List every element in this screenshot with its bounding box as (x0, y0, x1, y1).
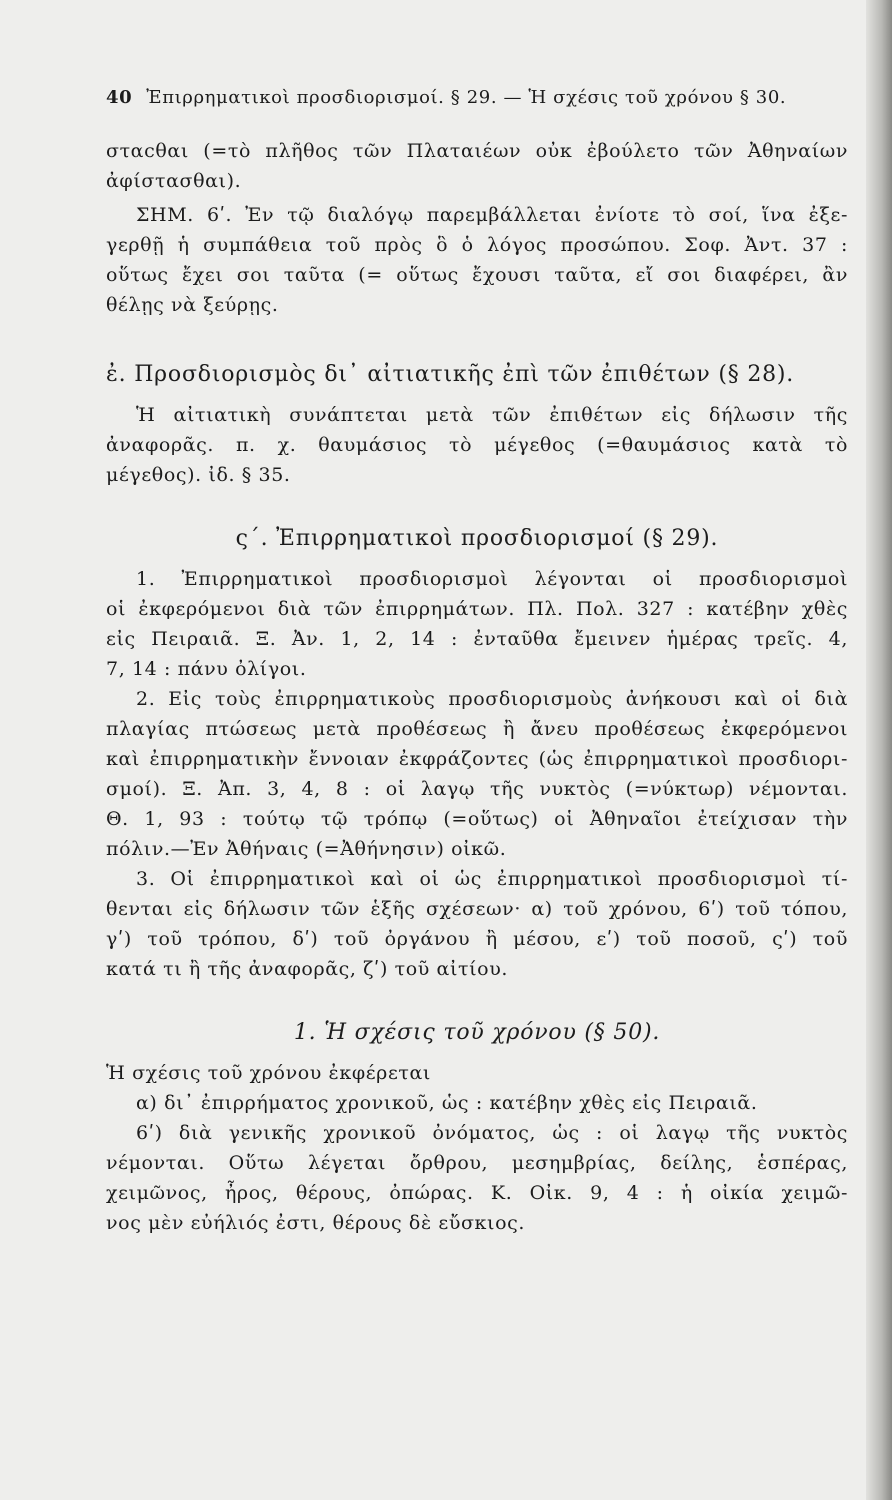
note-line: ΣΗΜ. 6ʹ. Ἐν τῷ διαλόγῳ παρεμβάλλεται ἐνίοτε τὸ σοί, ἵνα ἐξε- (136, 204, 848, 226)
text-line: σμοί). Ξ. Ἀπ. 3, 4, 8 : οἱ λαγῳ τῆς νυκτὸς (=νύκτωρ) νέμονται. (106, 778, 848, 800)
page-number: 40 (106, 87, 133, 108)
text-line: γʹ) τοῦ τρόπου, δʹ) τοῦ ὀργάνου ἢ μέσου, εʹ) τοῦ ποσοῦ, ςʹ) τοῦ (106, 928, 848, 950)
text-line: νος μὲν εὐήλιός ἐστι, θέρους δὲ εὔσκιος. (106, 1212, 526, 1234)
text-line: 3. Οἱ ἐπιρρηματικοὶ καὶ οἱ ὡς ἐπιρρηματικοὶ προσδιορισμοὶ τί- (136, 868, 848, 890)
page-text-block (106, 78, 848, 1238)
text-line: μέγεθος). ἰδ. § 35. (106, 464, 291, 486)
text-line: 1. Ἐπιρρηματικοὶ προσδιορισμοὶ λέγονται οἱ προσδιορισμοὶ (136, 568, 848, 590)
text-line: Ἡ σχέσις τοῦ χρόνου ἐκφέρεται (106, 1062, 431, 1084)
text-line: γερθῇ ἡ συμπάθεια τοῦ πρὸς ὃ ὁ λόγος προσώπου. Σοφ. Ἀντ. 37 : (106, 234, 848, 256)
text-line: σταcθαι (=τὸ πλῆθος τῶν Πλαταιέων οὐκ ἐβούλετο τῶν Ἀθηναίων (106, 140, 848, 162)
text-line: κατά τι ἢ τῆς ἀναφορᾶς, ζʹ) τοῦ αἰτίου. (106, 958, 509, 980)
text-line: πόλιν.—Ἐν Ἀθήναις (=Ἀθήνησιν) οἰκῶ. (106, 838, 507, 860)
text-line: ἀφίστασθαι). (106, 170, 242, 192)
text-line: καὶ ἐπιρρηματικὴν ἔννοιαν ἐκφράζοντες (ὡς ἐπιρρηματικοὶ προσδιορι- (106, 748, 848, 770)
text-line: Ἡ αἰτιατικὴ συνάπτεται μετὰ τῶν ἐπιθέτων εἰς δήλωσιν τῆς (136, 404, 848, 426)
text-line: ἀναφορᾶς. π. χ. θαυμάσιος τὸ μέγεθος (=θαυμάσιος κατὰ τὸ (106, 434, 848, 456)
text-line: οὕτως ἔχει σοι ταῦτα (= οὕτως ἔχουσι ταῦτα, εἴ σοι διαφέρει, ἂν (106, 264, 848, 286)
text-line: χειμῶνος, ἦρος, θέρους, ὀπώρας. Κ. Οἰκ. 9, 4 : ἡ οἰκία χειμῶ- (106, 1182, 848, 1204)
text-line: 2. Εἰς τοὺς ἐπιρρηματικοὺς προσδιορισμοὺς ἀνήκουσι καὶ οἱ διὰ (136, 688, 848, 710)
running-header (106, 78, 848, 118)
text-line: εἰς Πειραιᾶ. Ξ. Ἀν. 1, 2, 14 : ἐνταῦθα ἔμεινεν ἡμέρας τρεῖς. 4, (106, 628, 848, 650)
text-line: νέμονται. Οὕτω λέγεται ὄρθρου, μεσημβρίας, δείλης, ἑσπέρας, (106, 1152, 848, 1174)
text-line: 6ʹ) διὰ γενικῆς χρονικοῦ ὀνόματος, ὡς : οἱ λαγῳ τῆς νυκτὸς (136, 1122, 848, 1144)
text-line: πλαγίας πτώσεως μετὰ προθέσεως ἢ ἄνευ προθέσεως ἐκφερόμενοι (106, 718, 848, 740)
text-line: α) δι᾽ ἐπιρρήματος χρονικοῦ, ὡς : κατέβην χθὲς εἰς Πειραιᾶ. (136, 1092, 758, 1114)
section-heading-st: ς΄. Ἐπιρρηματικοὶ προσδιορισμοί (§ 29). (235, 526, 719, 551)
text-line: θέλῃς νὰ ξεύρῃς. (106, 294, 279, 316)
page-edge-shadow (866, 0, 892, 1500)
text-line: Θ. 1, 93 : τούτῳ τῷ τρόπῳ (=οὕτως) οἱ Ἀθηναῖοι ἐτείχισαν τὴν (106, 808, 848, 830)
text-line: θενται εἰς δήλωσιν τῶν ἑξῆς σχέσεων· α) τοῦ χρόνου, 6ʹ) τοῦ τόπου, (106, 898, 848, 920)
text-line: οἱ ἐκφερόμενοι διὰ τῶν ἐπιρρημάτων. Πλ. Πολ. 327 : κατέβην χθὲς (106, 598, 848, 620)
section-heading-e: ἐ. Προσδιορισμὸς δι᾽ αἰτιατικῆς ἐπὶ τῶν ἐπιθέτων (§ 28). (106, 362, 795, 387)
text-line: 7, 14 : πάνυ ὀλίγοι. (106, 658, 307, 680)
running-title: Ἐπιρρηματικοὶ προσδιορισμοί. § 29. — Ἡ σχέσις τοῦ χρόνου § 30. (146, 87, 787, 108)
section-heading-time: 1. Ἡ σχέσις τοῦ χρόνου (§ 50). (293, 1020, 661, 1045)
